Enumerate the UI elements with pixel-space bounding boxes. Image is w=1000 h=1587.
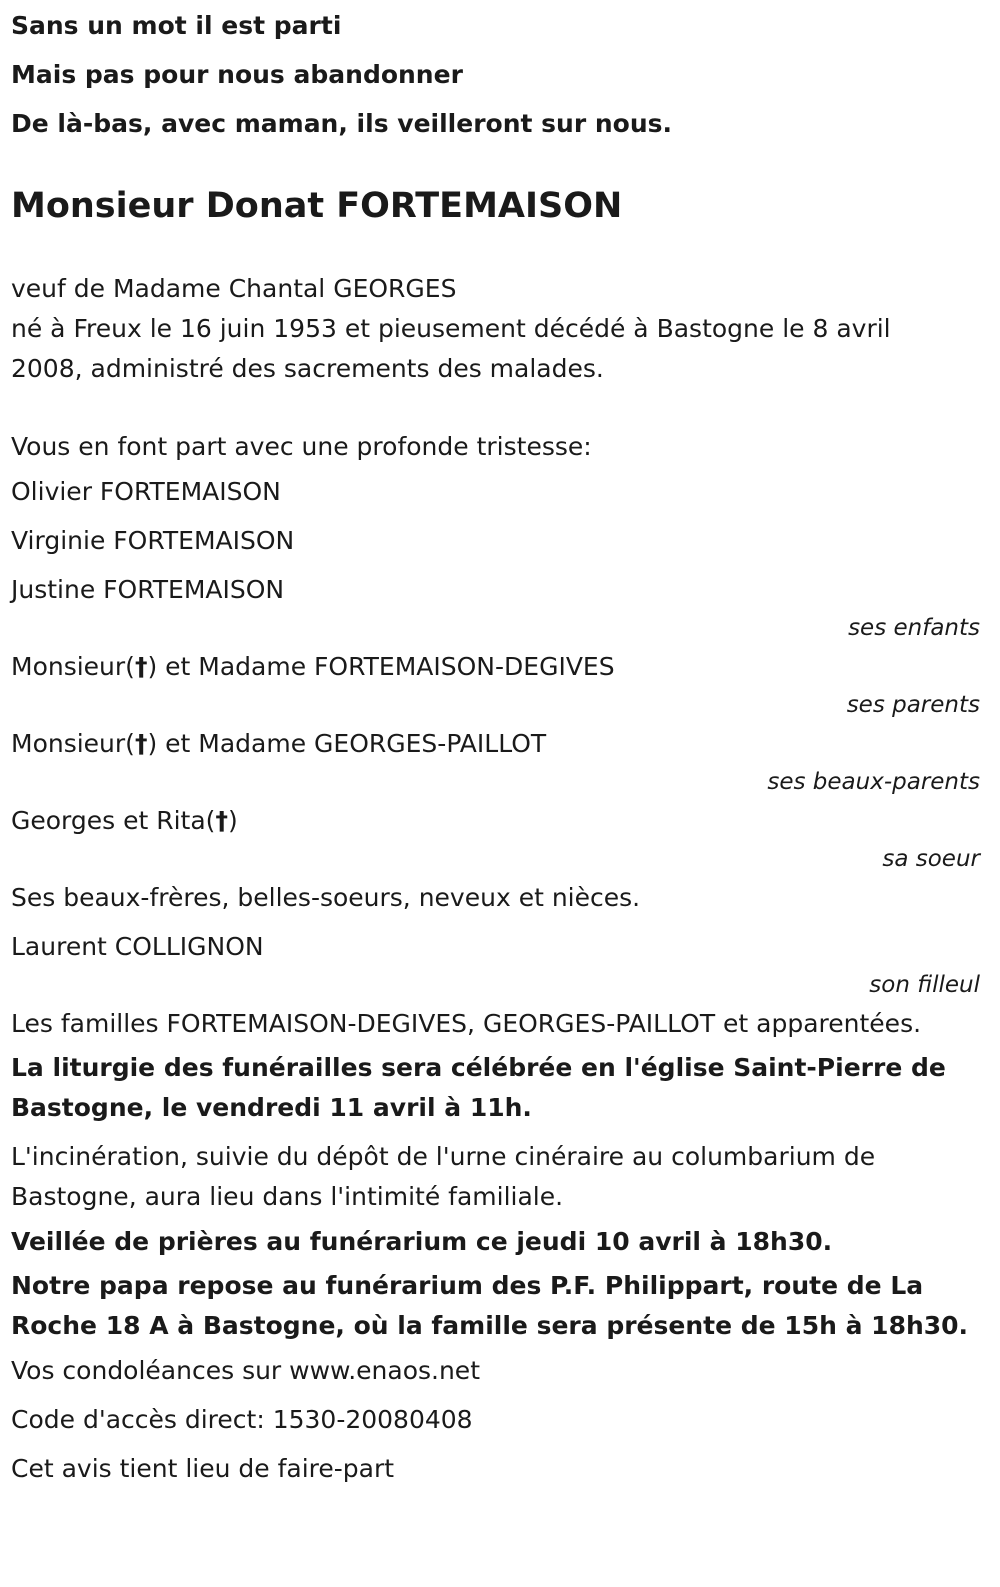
role-godson: son filleul xyxy=(869,972,980,998)
families-line: Les familles FORTEMAISON-DEGIVES, GEORGES-PAILLOT et apparentées. xyxy=(11,1009,922,1038)
access-code-line: Code d'accès direct: 1530-20080408 xyxy=(11,1405,473,1434)
cross-icon: † xyxy=(134,652,148,681)
rest-block xyxy=(11,1266,980,1346)
cross-icon: † xyxy=(215,806,228,835)
role-children: ses enfants xyxy=(848,615,980,641)
parents-text-before: Monsieur( xyxy=(11,652,135,681)
role-in-laws: ses beaux-parents xyxy=(767,769,980,795)
poem-line: Mais pas pour nous abandonner xyxy=(11,60,463,89)
parents-line xyxy=(11,642,980,691)
in-laws-text-before: Monsieur( xyxy=(11,729,135,758)
parents-text-after: ) et Madame FORTEMAISON-DEGIVES xyxy=(147,652,615,681)
condolences-line: Vos condoléances sur www.enaos.net xyxy=(11,1356,480,1385)
poem-line: Sans un mot il est parti xyxy=(11,11,342,40)
liturgy-line: Bastogne, le vendredi 11 avril à 11h. xyxy=(11,1093,532,1122)
child-name: Virginie FORTEMAISON xyxy=(11,526,295,555)
obituary-notice xyxy=(0,1,1000,1587)
in-laws-line xyxy=(11,719,980,768)
godson-name: Laurent COLLIGNON xyxy=(11,932,264,961)
rest-line: Notre papa repose au funérarium des P.F. Philippart, route de La xyxy=(11,1271,924,1300)
intro-line: né à Freux le 16 juin 1953 et pieusement décédé à Bastogne le 8 avril xyxy=(11,314,891,343)
intro xyxy=(11,269,980,389)
deceased-name: Monsieur Donat FORTEMAISON xyxy=(11,186,623,226)
child-name: Olivier FORTEMAISON xyxy=(11,477,281,506)
sister-text-after: ) xyxy=(227,806,238,835)
child-name: Justine FORTEMAISON xyxy=(11,575,285,604)
liturgy-block xyxy=(11,1048,980,1128)
sister-text-before: Georges et Rita( xyxy=(11,806,216,835)
cremation-block xyxy=(11,1137,980,1217)
poem-line: De là-bas, avec maman, ils veilleront sur nous. xyxy=(11,109,673,138)
rest-line: Roche 18 A à Bastogne, où la famille sera présente de 15h à 18h30. xyxy=(11,1311,969,1340)
role-parents: ses parents xyxy=(846,692,980,718)
vigil-line: Veillée de prières au funérarium ce jeudi 10 avril à 18h30. xyxy=(11,1227,833,1256)
intro-line: veuf de Madame Chantal GEORGES xyxy=(11,274,457,303)
in-laws-text-after: ) et Madame GEORGES-PAILLOT xyxy=(147,729,547,758)
cremation-line: Bastogne, aura lieu dans l'intimité familiale. xyxy=(11,1182,564,1211)
sister-line xyxy=(11,796,980,845)
role-sister: sa soeur xyxy=(882,846,980,872)
closing-line: Cet avis tient lieu de faire-part xyxy=(11,1454,395,1483)
announcement: Vous en font part avec une profonde tristesse: xyxy=(11,432,592,461)
cremation-line: L'incinération, suivie du dépôt de l'urne cinéraire au columbarium de xyxy=(11,1142,876,1171)
relatives-line: Ses beaux-frères, belles-soeurs, neveux et nièces. xyxy=(11,883,641,912)
cross-icon: † xyxy=(134,729,148,758)
poem xyxy=(11,1,980,148)
intro-line: 2008, administré des sacrements des malades. xyxy=(11,354,604,383)
liturgy-line: La liturgie des funérailles sera célébrée en l'église Saint-Pierre de xyxy=(11,1053,946,1082)
